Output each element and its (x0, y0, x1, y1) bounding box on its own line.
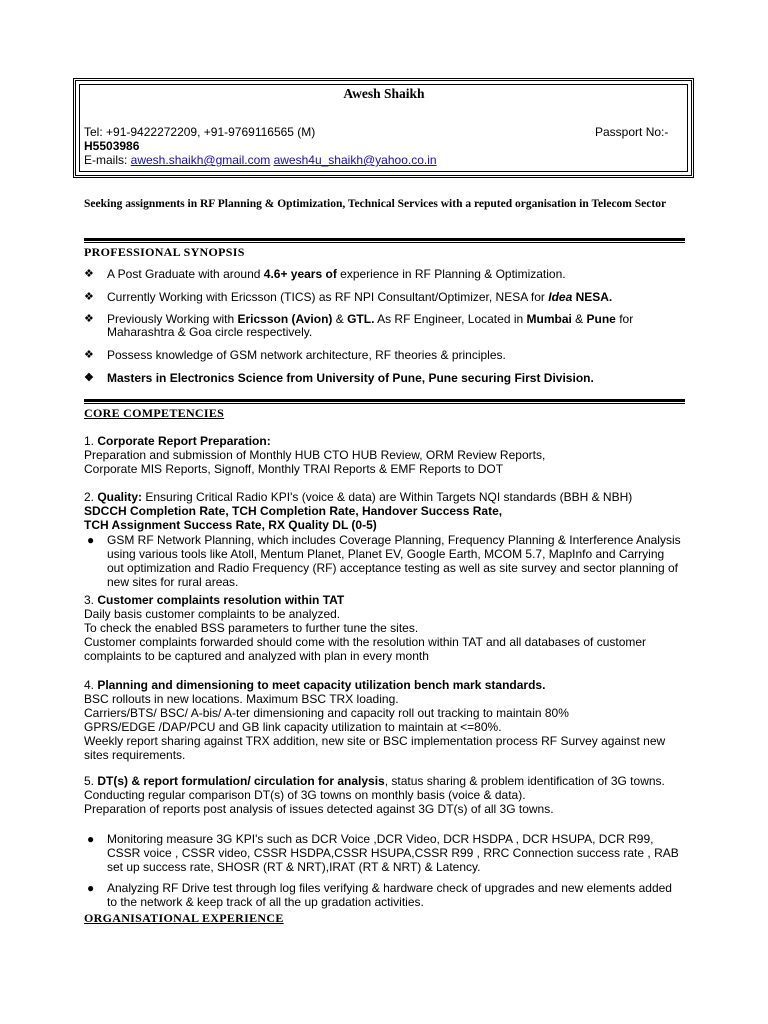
tel-numbers: +91-9422272209, +91-9769116565 (M) (106, 125, 316, 139)
section-divider (84, 238, 685, 243)
diamond-bullet-icon: ❖ (84, 372, 94, 384)
core-section-5-bullet: ● Analyzing RF Drive test through log files verifying & hardware check of upgrades and new elements added to the network & keep track of all the up gradation activities. (87, 881, 672, 909)
core-competencies-heading: CORE COMPETENCIES (84, 406, 225, 420)
phone-line (84, 125, 315, 139)
core-section-2-bullet: ● GSM RF Network Planning, which includes Coverage Planning, Frequency Planning & Interference Analysis using various tools like Atoll, Mentum Planet, Planet EV, Google Earth, MCOM 5.7, MapInfo and Carrying out optimization and Radio Frequency (RF) acceptance testing as well as site survey and sector planning of new sites for rural areas. (87, 533, 681, 589)
organisational-experience-heading: ORGANISATIONAL EXPERIENCE (84, 911, 284, 925)
core-section-5: 5. DT(s) & report formulation/ circulation for analysis, status sharing & problem identification of 3G towns. Conducting regular comparison DT(s) of 3G towns on monthly basis (voice & data). Preparation of reports post analysis of issues detected against 3G DT(s) of all 3G towns. (84, 774, 665, 816)
dot-bullet-icon: ● (87, 533, 95, 547)
synopsis-item: ❖ Possess knowledge of GSM network architecture, RF theories & principles. (84, 348, 506, 362)
section-divider (84, 399, 685, 404)
core-section-1: 1. Corporate Report Preparation: Preparation and submission of Monthly HUB CTO HUB Review, ORM Review Reports, Corporate MIS Reports, Signoff, Monthly TRAI Reports & EMF Reports to DOT (84, 434, 546, 476)
email-line (84, 153, 437, 167)
candidate-name: Awesh Shaikh (343, 86, 425, 101)
email-link-gmail[interactable]: awesh.shaikh@gmail.com (130, 153, 271, 167)
passport-number: H5503986 (84, 139, 140, 153)
tel-label: Tel: (84, 125, 107, 139)
synopsis-heading: PROFESSIONAL SYNOPSIS (84, 245, 245, 259)
diamond-bullet-icon: ❖ (84, 313, 94, 325)
objective-statement: Seeking assignments in RF Planning & Optimization, Technical Services with a reputed organisation in Telecom Sector (84, 198, 667, 210)
core-section-4: 4. Planning and dimensioning to meet capacity utilization bench mark standards. BSC rollouts in new locations. Maximum BSC TRX loading. Carriers/BTS/ BSC/ A-bis/ A-ter dimensioning and capacity roll out tracking to maintain 80% GPRS/EDGE /DAP/PCU and GB link capacity utilization to maintain at <=80%. Weekly report sharing against TRX addition, new site or BSC implementation process RF Survey against new sites requirements. (84, 678, 666, 762)
synopsis-item: ❖ A Post Graduate with around 4.6+ years of experience in RF Planning & Optimization. (84, 267, 566, 281)
dot-bullet-icon: ● (87, 832, 95, 846)
dot-bullet-icon: ● (87, 881, 95, 895)
emails-label: E-mails: (84, 153, 131, 167)
diamond-bullet-icon: ❖ (84, 291, 94, 303)
diamond-bullet-icon: ❖ (84, 268, 94, 280)
synopsis-item: ❖ Currently Working with Ericsson (TICS) as RF NPI Consultant/Optimizer, NESA for Idea NESA. (84, 290, 613, 304)
synopsis-item: ❖ Previously Working with Ericsson (Avion) & GTL. As RF Engineer, Located in Mumbai & Pune for Maharashtra & Goa circle respectively. (84, 312, 634, 339)
core-section-5-bullet: ● Monitoring measure 3G KPI's such as DCR Voice ,DCR Video, DCR HSDPA , DCR HSUPA, DCR R99, CSSR voice , CSSR video, CSSR HSDPA,CSSR HSUPA,CSSR R99 , RRC Connection success rate , RAB set up success rate, SHOSR (RT & NRT),IRAT (RT & NRT) & Latency. (87, 832, 679, 874)
passport-label: Passport No:- (595, 125, 669, 139)
core-section-2: 2. Quality: Ensuring Critical Radio KPI's (voice & data) are Within Targets NQI standards (BBH & NBH) SDCCH Completion Rate, TCH Completion Rate, Handover Success Rate, TCH Assignment Success Rate, RX Quality DL (0-5) (84, 490, 633, 532)
synopsis-item: ❖ Masters in Electronics Science from University of Pune, Pune securing First Division. (84, 371, 594, 385)
diamond-bullet-icon: ❖ (84, 349, 94, 361)
core-section-3: 3. Customer complaints resolution within TAT Daily basis customer complaints to be analyzed. To check the enabled BSS parameters to further tune the sites. Customer complaints forwarded should come with the resolution within TAT and all databases of customer complaints to be captured and analyzed with plan in every month (84, 593, 647, 663)
email-link-yahoo[interactable]: awesh4u_shaikh@yahoo.co.in (273, 153, 437, 167)
